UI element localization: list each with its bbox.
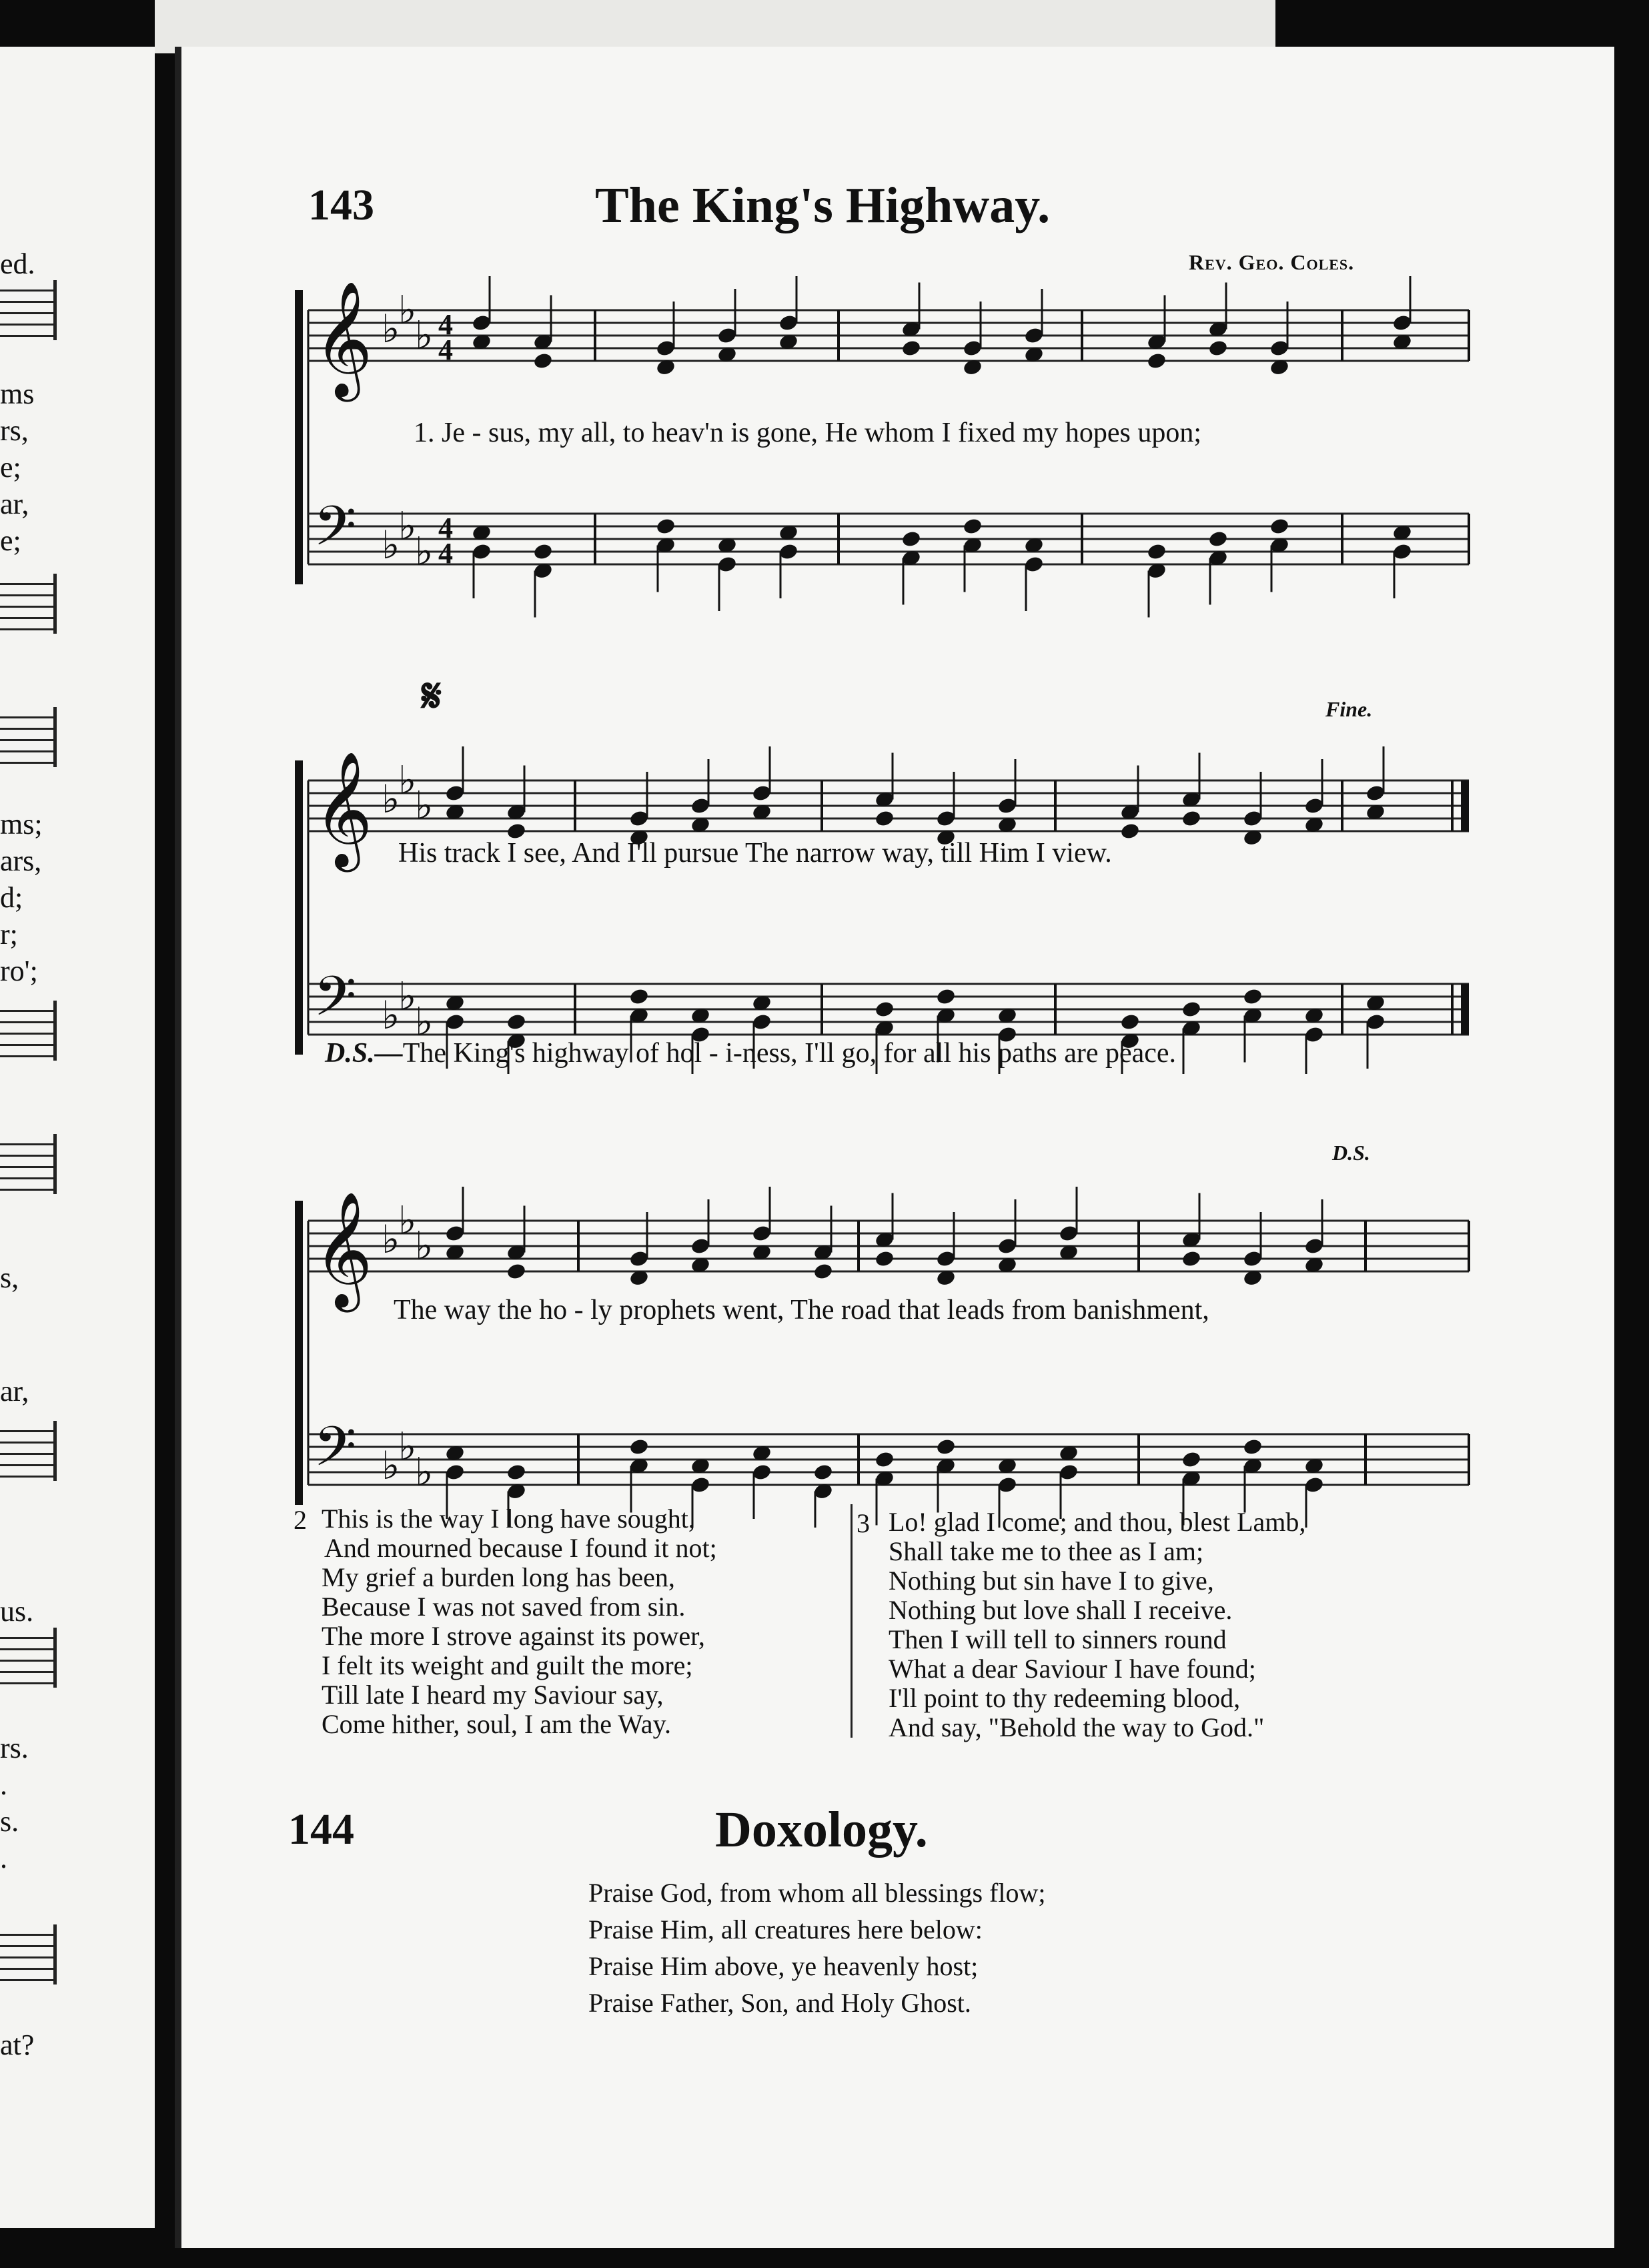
doxology-text — [588, 1874, 1046, 2021]
segno-sign: 𝄋 — [422, 671, 442, 722]
staff-system-2 — [282, 714, 1489, 1074]
note-head — [812, 1262, 833, 1281]
staff-system-1 — [282, 270, 1489, 634]
doxology-number: 144 — [288, 1805, 354, 1854]
hymn-title: The King's Highway. — [595, 177, 1051, 233]
verse-line: Shall take me to thee as I am; — [889, 1536, 1204, 1566]
note-head — [1242, 1438, 1263, 1456]
verse-line: Then I will tell to sinners round — [889, 1624, 1227, 1654]
verse-line: And mourned because I found it not; — [324, 1533, 717, 1563]
staff-fragment — [0, 707, 57, 767]
fine-mark: Fine. — [1325, 697, 1373, 721]
note-head — [1207, 339, 1228, 358]
note-head — [1181, 809, 1201, 828]
flat-icon: ♭ — [415, 999, 434, 1045]
fragment-text: ms — [0, 378, 35, 410]
flat-icon: ♭ — [398, 503, 417, 549]
treble-clef-icon: 𝄞 — [314, 1191, 373, 1307]
verse-line: Nothing but love shall I receive. — [889, 1595, 1233, 1625]
note-head — [628, 1438, 649, 1456]
note-head — [1207, 530, 1228, 548]
verse-line: Because I was not saved from sin. — [322, 1592, 686, 1622]
lyric-line-3: The way the ho - ly prophets went, The road that leads from banishment, — [394, 1295, 1209, 1325]
bass-clef-icon: 𝄢 — [314, 494, 357, 572]
note-head — [874, 1450, 895, 1469]
fragment-text: e; — [0, 451, 21, 484]
staff-fragment — [0, 1924, 57, 1985]
staff-fragment — [0, 1134, 57, 1194]
doxology-line: Praise Him, all creatures here below: — [588, 1914, 983, 1944]
staff-fragment — [0, 280, 57, 340]
verse-line: What a dear Saviour I have found; — [889, 1654, 1256, 1684]
fragment-text: e; — [0, 524, 21, 557]
verse-2 — [322, 1504, 717, 1739]
note-head — [532, 352, 553, 370]
lyric-line-1: 1. Je - sus, my all, to heav'n is gone, He whom I fixed my hopes upon; — [414, 418, 1202, 448]
note-head — [532, 542, 553, 561]
final-barline — [1461, 780, 1469, 831]
ds-marker: D.S.— — [325, 1038, 403, 1069]
verse-line: Come hither, soul, I am the Way. — [322, 1709, 671, 1739]
flat-icon: ♭ — [382, 1443, 400, 1488]
flat-icon: ♭ — [415, 1223, 434, 1269]
flat-icon: ♭ — [398, 973, 417, 1019]
fragment-text: ar, — [0, 488, 29, 520]
note-head — [655, 517, 676, 536]
flat-icon: ♭ — [398, 757, 417, 803]
note-head — [874, 1000, 895, 1019]
doxology-title: Doxology. — [715, 1802, 928, 1858]
verse-line: My grief a burden long has been, — [322, 1562, 675, 1592]
adjacent-page-edge — [155, 0, 1275, 53]
note-head — [506, 1463, 526, 1482]
fragment-text: at? — [0, 2029, 35, 2061]
fragment-text: ro'; — [0, 955, 38, 987]
flat-icon: ♭ — [382, 306, 400, 352]
hymn-author: Rev. Geo. Coles. — [1189, 250, 1355, 274]
verse-line: I felt its weight and guilt the more; — [322, 1650, 693, 1680]
flat-icon: ♭ — [415, 528, 434, 574]
note-head — [1119, 822, 1140, 840]
bass-clef-icon: 𝄢 — [314, 1414, 357, 1492]
staff-fragment — [0, 1001, 57, 1061]
doxology-line: Praise Father, Son, and Holy Ghost. — [588, 1988, 971, 2018]
fragment-text: rs, — [0, 414, 29, 447]
music-system-3 — [282, 1154, 1489, 1528]
refrain-line — [325, 1037, 1176, 1069]
treble-clef-icon: 𝄞 — [314, 751, 373, 867]
fragment-text: r; — [0, 918, 18, 951]
fragment-text: ed. — [0, 247, 35, 280]
fragment-text: us. — [0, 1595, 34, 1628]
doxology-line: Praise God, from whom all blessings flow; — [588, 1878, 1046, 1908]
time-signature: 4 — [438, 512, 453, 545]
note-head — [901, 339, 921, 358]
note-head — [1242, 987, 1263, 1006]
note-head — [901, 530, 921, 548]
fragment-text: s. — [0, 1805, 19, 1838]
note-head — [962, 517, 983, 536]
system-brace — [295, 1201, 303, 1505]
hymnal-page — [175, 47, 1614, 2248]
note-head — [935, 987, 956, 1006]
verse-line: And say, "Behold the way to God." — [889, 1712, 1265, 1742]
note-head — [506, 1262, 526, 1281]
note-head — [1146, 542, 1167, 561]
time-signature: 4 — [438, 308, 453, 342]
staff-system-3 — [282, 1154, 1489, 1528]
staff-fragment — [0, 1628, 57, 1688]
refrain-text: The King's highway of hol - i-ness, I'll go, for all his paths are peace. — [402, 1038, 1177, 1069]
facing-page-fragment — [0, 47, 155, 2228]
verse-line: The more I strove against its power, — [322, 1621, 705, 1651]
flat-icon: ♭ — [382, 776, 400, 822]
verse-line: Nothing but sin have I to give, — [889, 1566, 1214, 1596]
verse-number: 2 — [294, 1505, 307, 1535]
note-head — [506, 1013, 526, 1031]
flat-icon: ♭ — [415, 312, 434, 358]
time-signature: 4 — [438, 334, 453, 367]
fragment-text: . — [0, 1842, 7, 1874]
note-head — [628, 987, 649, 1006]
verse-3 — [889, 1508, 1305, 1742]
note-head — [935, 1438, 956, 1456]
staff-fragment — [0, 574, 57, 634]
verse-number: 3 — [857, 1508, 870, 1538]
verse-line: Till late I heard my Saviour say, — [322, 1680, 664, 1710]
verse-divider — [851, 1504, 853, 1738]
note-head — [874, 1249, 895, 1268]
flat-icon: ♭ — [398, 1424, 417, 1470]
doxology-line: Praise Him above, ye heavenly host; — [588, 1951, 979, 1981]
verse-line: I'll point to thy redeeming blood, — [889, 1683, 1241, 1713]
time-signature: 4 — [438, 537, 453, 570]
hymn-number: 143 — [308, 181, 374, 229]
fragment-text: ar, — [0, 1375, 29, 1407]
staff-fragment — [0, 1421, 57, 1481]
system-brace — [295, 760, 303, 1055]
note-head — [812, 1463, 833, 1482]
flat-icon: ♭ — [382, 993, 400, 1038]
note-head — [1181, 1450, 1201, 1469]
verse-line: This is the way I long have sought, — [322, 1504, 695, 1534]
ds-mark: D.S. — [1332, 1141, 1370, 1165]
note-head — [1181, 1249, 1201, 1268]
music-system-1 — [282, 270, 1489, 634]
fragment-text: ars, — [0, 844, 42, 877]
flat-icon: ♭ — [415, 1449, 434, 1495]
fragment-text: . — [0, 1768, 7, 1801]
flat-icon: ♭ — [382, 1217, 400, 1262]
flat-icon: ♭ — [398, 287, 417, 333]
fragment-text: rs. — [0, 1732, 29, 1764]
flat-icon: ♭ — [382, 522, 400, 568]
lyric-line-2: His track I see, And I'll pursue The narrow way, till Him I view. — [398, 838, 1112, 869]
flat-icon: ♭ — [398, 1197, 417, 1243]
treble-clef-icon: 𝄞 — [314, 281, 373, 397]
note-head — [1181, 1000, 1201, 1019]
system-brace — [295, 290, 303, 584]
note-head — [1269, 517, 1289, 536]
fragment-text: s, — [0, 1261, 19, 1294]
note-head — [1119, 1013, 1140, 1031]
note-head — [1146, 352, 1167, 370]
bass-clef-icon: 𝄢 — [314, 964, 357, 1042]
music-system-2 — [282, 714, 1489, 1074]
flat-icon: ♭ — [415, 782, 434, 828]
fragment-text: ms; — [0, 808, 43, 840]
final-barline — [1461, 984, 1469, 1035]
note-head — [874, 809, 895, 828]
verse-line: Lo! glad I come; and thou, blest Lamb, — [889, 1507, 1306, 1537]
fragment-text: d; — [0, 881, 23, 914]
